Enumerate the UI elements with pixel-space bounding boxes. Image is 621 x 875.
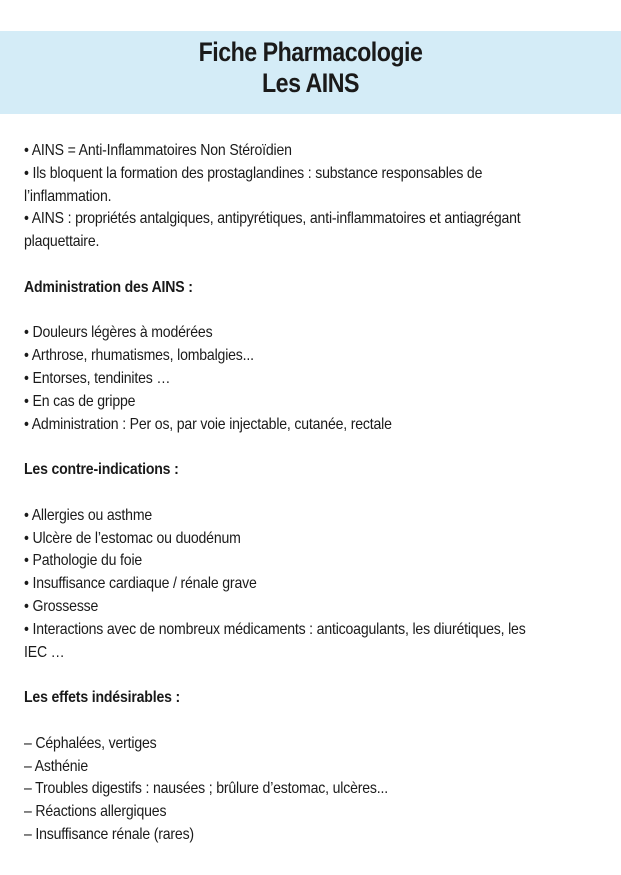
list-item: • Douleurs légères à modérées [24, 324, 213, 342]
intro-section [24, 140, 594, 254]
intro-line: • AINS : propriétés antalgiques, antipyrétiques, anti-inflammatoires et antiagrégant [24, 210, 521, 228]
spacer [24, 300, 594, 323]
header-banner [0, 31, 621, 114]
intro-line: • Ils bloquent la formation des prostaglandines : substance responsables de [24, 164, 483, 182]
spacer [24, 254, 594, 277]
list-item: • Insuffisance cardiaque / rénale grave [24, 575, 257, 593]
document-body [24, 140, 594, 847]
intro-line: l’inflammation. [24, 187, 112, 205]
intro-line: plaquettaire. [24, 233, 100, 251]
spacer [24, 436, 594, 459]
list-item: – Asthénie [24, 757, 89, 775]
list-item: IEC … [24, 643, 65, 661]
list-item: – Insuffisance rénale (rares) [24, 825, 194, 843]
contraindications-heading: Les contre-indications : [24, 461, 179, 479]
spacer [24, 482, 594, 505]
administration-section [24, 277, 594, 437]
list-item: • Ulcère de l’estomac ou duodénum [24, 529, 241, 547]
document-text [24, 140, 594, 847]
list-item: • Pathologie du foie [24, 552, 143, 570]
list-item: – Céphalées, vertiges [24, 734, 157, 752]
side-effects-section [24, 687, 594, 847]
list-item: • En cas de grippe [24, 392, 136, 410]
list-item: • Arthrose, rhumatismes, lombalgies... [24, 347, 254, 365]
spacer [24, 664, 594, 687]
side-effects-heading: Les effets indésirables : [24, 689, 181, 707]
list-item: • Allergies ou asthme [24, 506, 153, 524]
list-item: • Grossesse [24, 597, 99, 615]
list-item: • Interactions avec de nombreux médicaments : anticoagulants, les diurétiques, les [24, 620, 526, 638]
contraindications-section [24, 459, 594, 664]
page-title-line1: Fiche Pharmacologie [198, 37, 423, 67]
intro-line: • AINS = Anti-Inflammatoires Non Stéroïdien [24, 142, 292, 159]
page-title-line2: Les AINS [262, 68, 359, 98]
administration-heading: Administration des AINS : [24, 278, 193, 296]
list-item: – Réactions allergiques [24, 803, 167, 821]
spacer [24, 710, 594, 733]
list-item: • Administration : Per os, par voie injectable, cutanée, rectale [24, 415, 392, 433]
list-item: • Entorses, tendinites … [24, 369, 171, 387]
list-item: – Troubles digestifs : nausées ; brûlure d’estomac, ulcères... [24, 780, 388, 798]
